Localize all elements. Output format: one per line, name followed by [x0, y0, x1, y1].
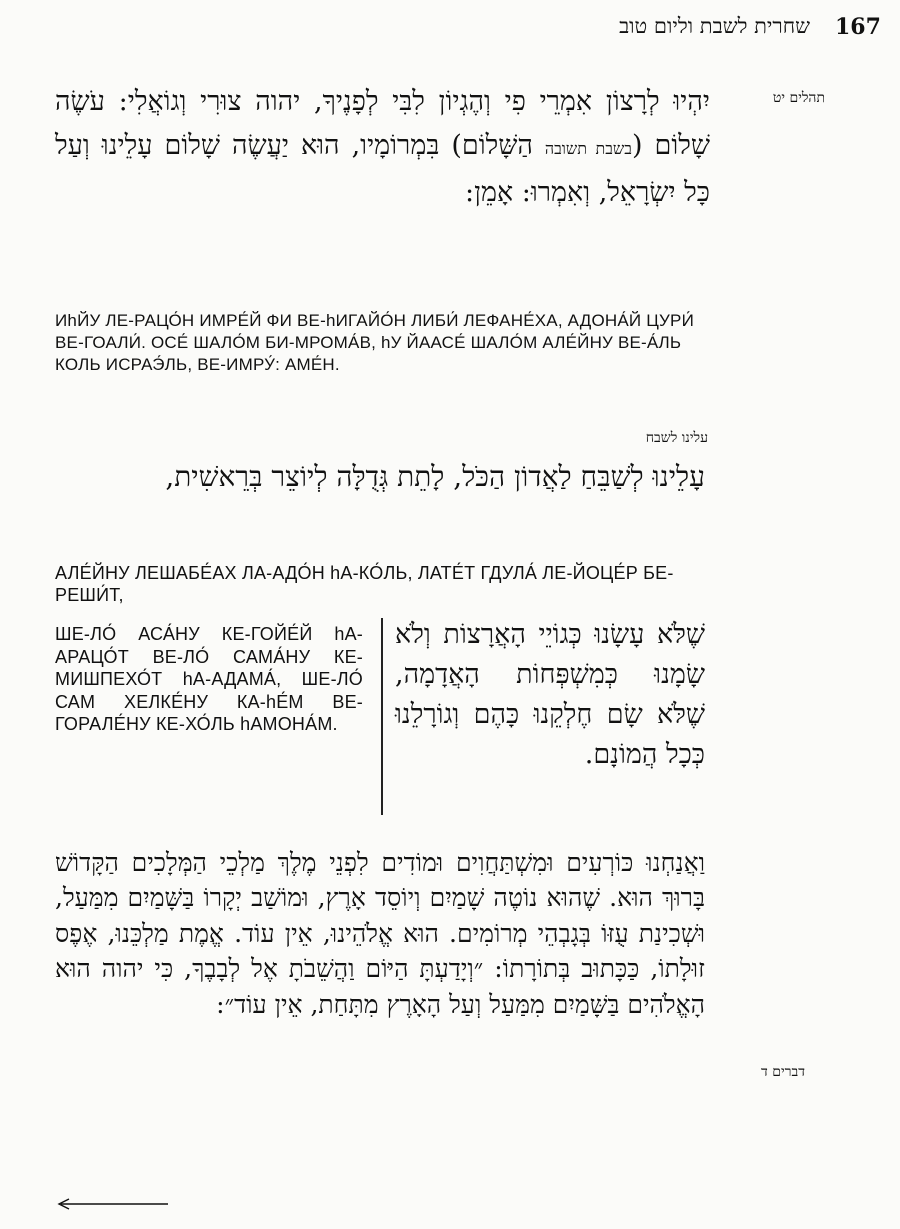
hebrew-vaanachnu-paragraph: וַאֲנַחְנוּ כּוֹרְעִים וּמִשְׁתַּחֲוִים וּמוֹדִים לִפְנֵי מֶלֶךְ מַלְכֵי הַמְּלָכִים הַקָּדוֹשׁ בָּרוּךְ הוּא. שֶׁהוּא נוֹטֶה שָׁמַיִם וְיוֹסֵד אָרֶץ, וּמוֹשַׁב יְקָרוֹ בַּשָּׁמַיִם מִמַּעַל, וּשְׁכִינַת עֻזּוֹ בְּגָבְהֵי מְרוֹמִים. הוּא אֱלֹהֵינוּ, אֵין עוֹד. אֱמֶת מַלְכֵּנוּ, אֶפֶס זוּלָתוֹ, כַּכָּתוּב בְּתוֹרָתוֹ: ״וְיָדַעְתָּ הַיּוֹם וַהֲשֵׁבֹתָ אֶל לְבָבֶךָ, כִּי יהוה הוּא הָאֱלֹהִים בַּשָּׁמַיִם מִמַּעַל וְעַל הָאָרֶץ מִתָּחַת, אֵין עוֹד״:: [55, 848, 705, 1019]
column-divider: [381, 618, 383, 815]
verse-text-part2: הַשָּׁלוֹם) בִּמְרוֹמָיו, הוּא יַעֲשֶׂה שָׁלוֹם עָלֵינוּ וְעַל כָּל יִשְׂרָאֵל, וְאִמְרוּ: אָמֵן:: [55, 130, 710, 208]
hebrew-aleinu-opening: עָלֵינוּ לְשַׁבֵּחַ לַאֲדוֹן הַכֹּל, לָתֵת גְּדֻלָּה לְיוֹצֵר בְּרֵאשִׁית,: [165, 460, 705, 493]
transliteration-yihyu: ИhЙУ ЛЕ-РАЦО́Н ИМРЕ́Й ФИ ВЕ-hИГАЙО́Н ЛИБИ́ ЛЕФАНЕ́ХА, АДОНА́Й ЦУРИ́ ВЕ-ГОАЛИ́. ОСЕ́ ШАЛО́М БИ-МРОМА́В, hУ ЙААСЕ́ ШАЛО́М АЛЕ́ЙНУ ВЕ-А́ЛЬ КОЛЬ ИСРАЭ́ЛЬ, ВЕ-ИМРУ́: АМЕ́Н.: [55, 311, 694, 374]
running-header: שחרית לשבת וליום טוב: [619, 14, 810, 38]
margin-note-deuteronomy: דברים ד: [761, 1064, 805, 1080]
verse-text-part1: יִהְיוּ לְרָצוֹן אִמְרֵי פִי וְהֶגְיוֹן לִבִּי לְפָנֶיךָ, יהוה צוּרִי וְגוֹאֲלִי: עֹשֶׂה שָׁלוֹם (: [55, 86, 710, 161]
arrow-left-icon: [55, 1196, 170, 1212]
page-number: 167: [835, 14, 881, 40]
hebrew-shelo-asanu: שֶׁלֹּא עָשָׂנוּ כְּגוֹיֵי הָאֲרָצוֹת וְלֹא שָׂמָנוּ כְּמִשְׁפְּחוֹת הָאֲדָמָה, שֶׁלֹּא שָׂם חֶלְקֵנוּ כָּהֶם וְגוֹרָלֵנוּ כְּכָל הֲמוֹנָם.: [395, 619, 705, 770]
hebrew-verse-yihyu: [55, 80, 710, 215]
transliteration-aleinu: АЛЕ́ЙНУ ЛЕШАБЕ́АХ ЛА-АДО́Н hА-КО́ЛЬ, ЛАТЕ́Т ГДУЛА́ ЛЕ-ЙОЦЕ́Р БЕ-РЕШИ́Т,: [55, 563, 674, 605]
margin-note-psalms: תהלים יט: [772, 90, 825, 106]
verse-small-note: בשבת תשובה: [544, 139, 632, 158]
transliteration-shelo-asanu: ШЕ-ЛО́ АСА́НУ КЕ-ГОЙЕ́Й hА-АРАЦО́Т ВЕ-ЛО́ САМА́НУ КЕ-МИШПЕХО́Т hА-АДАМА́, ШЕ-ЛО́ САМ ХЕЛКЕ́НУ КА-hЕ́М ВЕ-ГОРАЛЕ́НУ КЕ-ХО́ЛЬ hАМОНА́М.: [55, 624, 363, 735]
section-label-aleinu: עלינו לשבח: [645, 430, 708, 446]
